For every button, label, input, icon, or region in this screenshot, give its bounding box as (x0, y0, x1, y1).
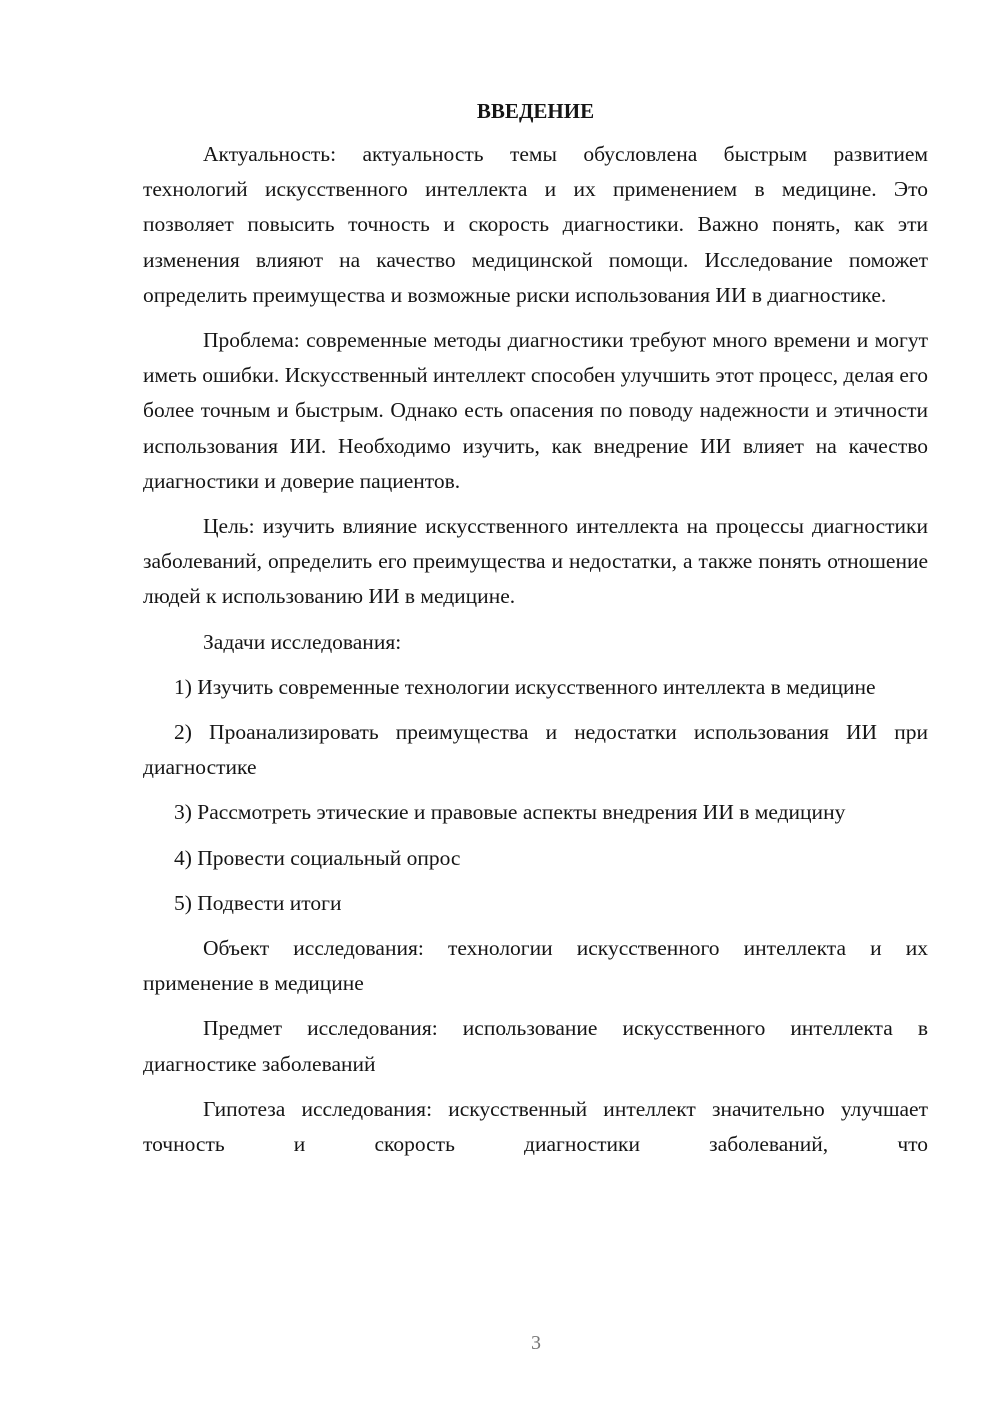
page-number: 3 (531, 1332, 541, 1354)
task-item-5: 5) Подвести итоги (174, 890, 342, 915)
goal-paragraph: Цель: изучить влияние искусственного интеллекта на процессы диагностики заболеваний, определить его преимущества и недостатки, а также понять отношение людей к использованию ИИ в медицине. (143, 514, 928, 609)
hypothesis-paragraph: Гипотеза исследования: искусственный интеллект значительно улучшает точность и скорость диагностики заболеваний, что (143, 1096, 928, 1157)
tasks-heading: Задачи исследования: (203, 629, 402, 654)
task-item-1: 1) Изучить современные технологии искусственного интеллекта в медицине (174, 674, 876, 699)
task-item-2: 2) Проанализировать преимущества и недостатки использования ИИ при диагностике (143, 720, 928, 780)
section-title: ВВЕДЕНИЕ (476, 99, 595, 123)
problem-paragraph: Проблема: современные методы диагностики требуют много времени и могут иметь ошибки. Искусственный интеллект способен улучшить этот процесс, делая его более точным и быстрым. Однако есть опасения по поводу надежности и этичности использования ИИ. Необходимо изучить, как внедрение ИИ влияет на качество диагностики и доверие пациентов. (143, 328, 928, 493)
relevance-paragraph: Актуальность: актуальность темы обусловлена быстрым развитием технологий искусственного интеллекта и их применением в медицине. Это позволяет повысить точность и скорость диагностики. Важно понять, как эти изменения влияют на качество медицинской помощи. Исследование поможет определить преимущества и возможные риски использования ИИ в диагностике. (143, 142, 928, 307)
task-item-4: 4) Провести социальный опрос (174, 845, 461, 870)
page-content (143, 96, 928, 1162)
subject-paragraph: Предмет исследования: использование искусственного интеллекта в диагностике заболеваний (143, 1016, 928, 1076)
task-item-3: 3) Рассмотреть этические и правовые аспекты внедрения ИИ в медицину (174, 800, 846, 825)
object-paragraph: Объект исследования: технологии искусственного интеллекта и их применение в медицине (143, 936, 928, 996)
